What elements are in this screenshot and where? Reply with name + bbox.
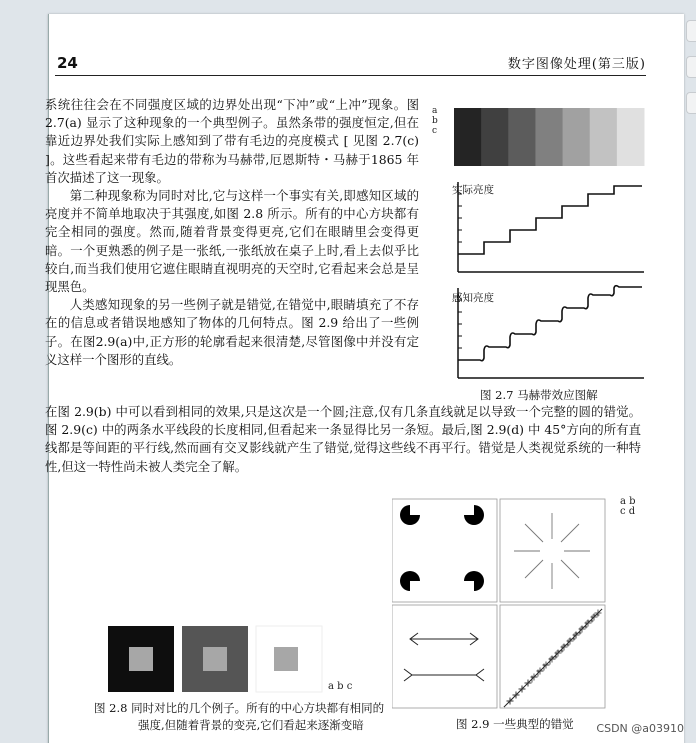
- mach-band-graphic: [432, 106, 654, 406]
- figure-2-8-caption-line1: 图 2.8 同时对比的几个例子。所有的中心方块都有相同的: [94, 701, 385, 715]
- parallel-line: [592, 609, 602, 619]
- center-square: [203, 647, 227, 671]
- figure-2-7-caption: 图 2.7 马赫带效应图解: [480, 388, 598, 402]
- figure-2-9-caption: 图 2.9 一些典型的错觉: [456, 717, 574, 731]
- panel-letters-row2: c d: [620, 506, 636, 517]
- side-tab[interactable]: [686, 20, 696, 42]
- side-tabs: [686, 20, 696, 128]
- page-header: [55, 50, 646, 76]
- body-text-wide: [45, 403, 641, 476]
- intensity-bands: [454, 108, 645, 166]
- zollner-illusion: [504, 609, 602, 707]
- intensity-band: [454, 108, 482, 166]
- optical-illusions-graphic: [392, 497, 642, 712]
- intensity-band: [590, 108, 618, 166]
- paragraph: 第二种现象称为同时对比,它与这样一个事实有关,即感知区域的亮度并不简单地取决于其强度,如图 2.8 所示。所有的中心方块都有完全相同的强度。然而,随着背景变得更亮,它们在眼睛里会变得更暗。一个更熟悉的例子是一张纸,一张纸放在桌子上时,看上去似乎比较白,而当我们使用它遮住眼睛直视明亮的天空时,它看起来会总是呈现黑色。: [45, 188, 419, 295]
- body-text-top: [45, 96, 419, 369]
- paragraph: 在图 2.9(b) 中可以看到相同的效果,只是这次是一个圆;注意,仅有几条直线就足以导致一个完整的圆的错觉。图 2.9(c) 中的两条水平线段的长度相同,但看起来一条显得比另一条短。最后,图 2.9(d) 中 45°方向的所有直线都是等间距的平行线,然而画有交叉影线就产生了错觉,觉得这些线不再平行。错觉是人类视觉系统的一种特性,但这一特性尚未被人类完全了解。: [45, 404, 641, 474]
- muller-lyer: [404, 633, 484, 681]
- center-square: [274, 647, 298, 671]
- book-title: 数字图像处理(第三版): [507, 57, 646, 72]
- panel-letters: a b c: [432, 106, 438, 136]
- paragraph: 人类感知现象的另一些例子就是错觉,在错觉中,眼睛填充了不存在的信息或者错误地感知了物体的几何特点。图 2.9 给出了一些例子。在图2.9(a)中,正方形的轮廓看起来很清楚,尽管图像中并没有定义这样一个图形的直线。: [45, 297, 419, 367]
- figure-2-8: [94, 624, 404, 739]
- perceived-brightness-label: 感知亮度: [452, 292, 494, 304]
- side-tab[interactable]: [686, 56, 696, 78]
- kanizsa-square: [400, 505, 484, 591]
- simultaneous-contrast-graphic: [94, 624, 404, 694]
- intensity-band: [481, 108, 509, 166]
- side-tab[interactable]: [686, 92, 696, 114]
- figure-2-9: [392, 497, 642, 737]
- intensity-band: [617, 108, 645, 166]
- actual-brightness-label: 实际亮度: [452, 184, 494, 196]
- intensity-band: [508, 108, 536, 166]
- paragraph: 系统往往会在不同强度区域的边界处出现“下冲”或“上冲”现象。图 2.7(a) 显示了这种现象的一个典型例子。虽然条带的强度恒定,但在靠近边界处我们实际上感知到了带有毛边的亮度模式 [ 见图 2.7(c) ]。这些看起来带有毛边的带称为马赫带,厄恩斯特・马赫于1865 年首次描述了这一现象。: [45, 97, 419, 185]
- panel-letters: a b c: [328, 681, 353, 692]
- illusory-circle: [514, 513, 590, 589]
- center-square: [129, 647, 153, 671]
- panel-letters-row1: a b: [620, 496, 636, 507]
- intensity-band: [563, 108, 591, 166]
- figure-2-8-caption-line2: 强度,但随着背景的变亮,它们看起来逐渐变暗: [138, 718, 364, 732]
- figure-2-7: [432, 106, 654, 406]
- page-number: 24: [57, 54, 78, 72]
- intensity-band: [535, 108, 563, 166]
- watermark: CSDN @a03910: [596, 722, 684, 735]
